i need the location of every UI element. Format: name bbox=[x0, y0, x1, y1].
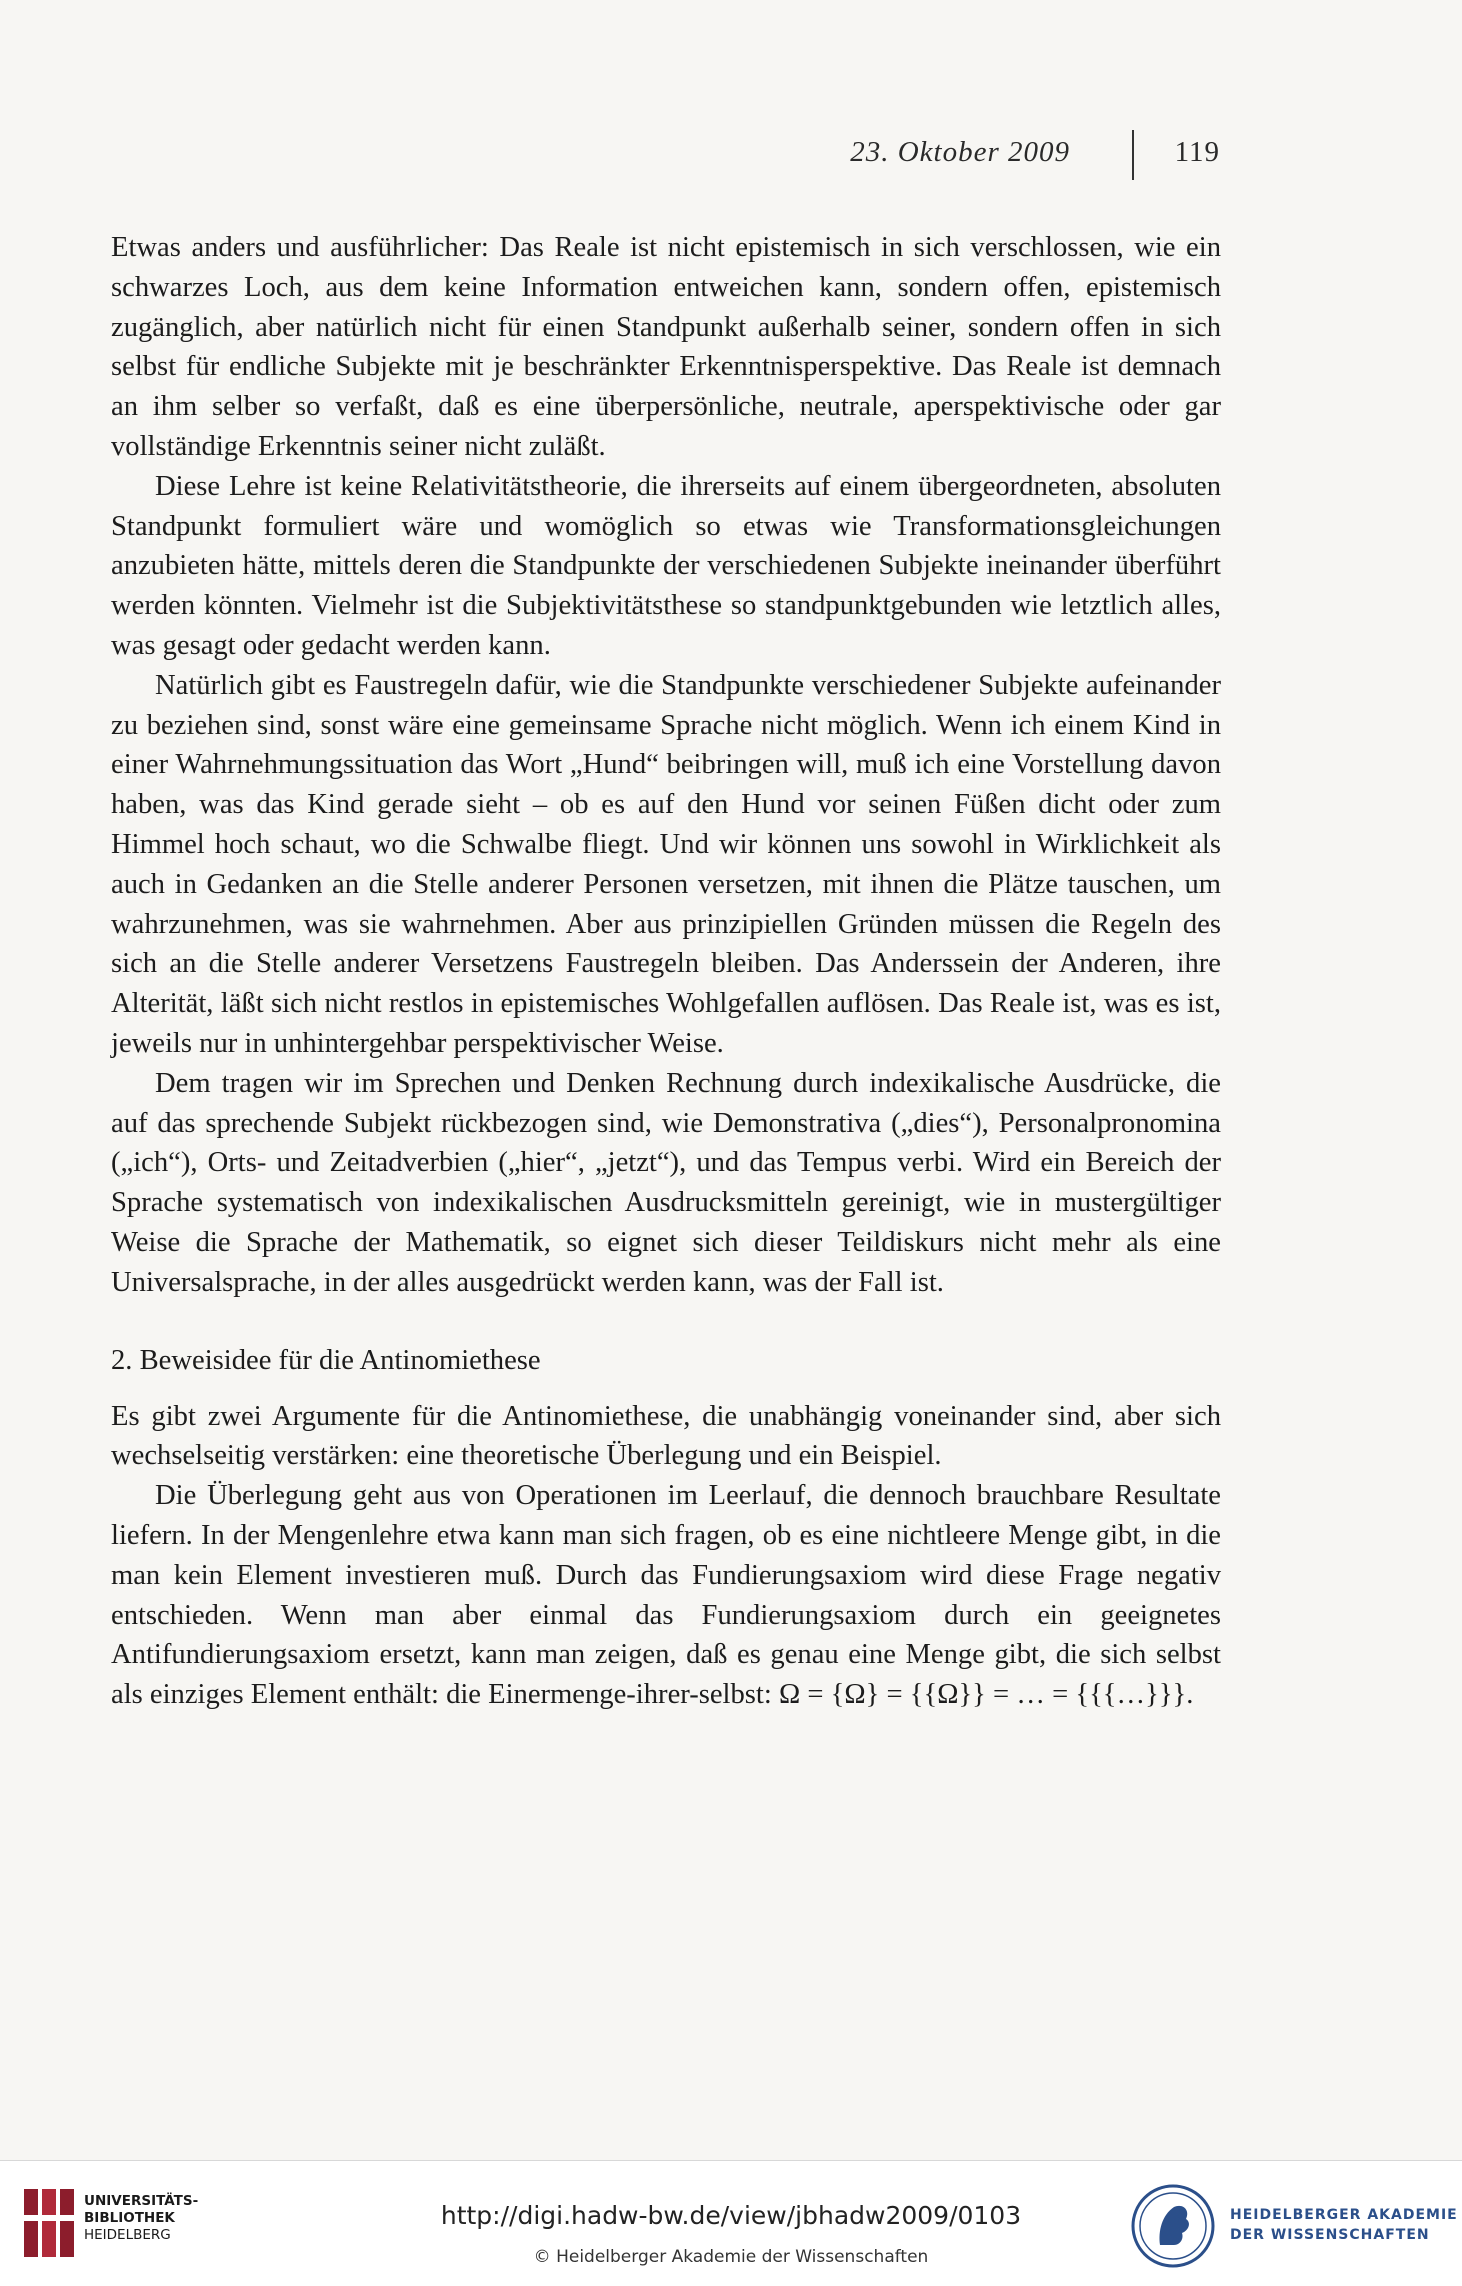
header-divider bbox=[1132, 130, 1134, 180]
paragraph: Diese Lehre ist keine Relativitätstheorie, die ihrerseits auf einem übergeordneten, absoluten Standpunkt formuliert wäre und womöglich so etwas wie Transformationsgleichungen anzubieten hätte, mittels deren die Standpunkte der verschiedenen Subjekte ineinander überführt werden könnten. Vielmehr ist die Subjektivitätsthese so standpunktgebunden wie letztlich alles, was gesagt oder gedacht werden kann. bbox=[111, 470, 1221, 661]
source-url-link[interactable]: http://digi.hadw-bw.de/view/jbhadw2009/0103 bbox=[440, 2201, 1022, 2230]
paragraph: Etwas anders und ausführlicher: Das Reale ist nicht epistemisch in sich verschlossen, wie ein schwarzes Loch, aus dem keine Information entweichen kann, sondern offen, epistemisch zugänglich, aber natürlich nicht für einen Standpunkt außerhalb seiner, sondern offen in sich selbst für endliche Subjekte mit je beschränkter Erkenntnisperspektive. Das Reale ist demnach an ihm selber so verfaßt, daß es eine überpersönliche, neutrale, aperspektivische oder gar vollständige Erkenntnis seiner nicht zuläßt. bbox=[111, 232, 1221, 462]
academy-seal-icon bbox=[1130, 2183, 1216, 2269]
academy-name: HEIDELBERGER AKADEMIE DER WISSENSCHAFTEN bbox=[1230, 2207, 1458, 2243]
body-text bbox=[111, 228, 1221, 1715]
copyright-notice: © Heidelberger Akademie der Wissenschaften bbox=[533, 2247, 929, 2267]
running-header bbox=[840, 130, 1220, 180]
paragraph: Es gibt zwei Argumente für die Antinomiethese, die unabhängig voneinander sind, aber sich wechselseitig verstärken: eine theoretische Überlegung und ein Beispiel. bbox=[111, 1400, 1221, 1472]
paragraph: Natürlich gibt es Faustregeln dafür, wie die Standpunkte verschiedener Subjekte aufeinander zu beziehen sind, sonst wäre eine gemeinsame Sprache nicht möglich. Wenn ich einem Kind in einer Wahrnehmungssituation das Wort „Hund“ beibringen will, muß ich eine Vorstellung davon haben, was das Kind gerade sieht – ob es auf den Hund vor seinen Füßen dicht oder zum Himmel hoch schaut, wo die Schwalbe fliegt. Und wir können uns sowohl in Wirklichkeit als auch in Gedanken an die Stelle anderer Personen versetzen, mit ihnen die Plätze tauschen, um wahrzunehmen, was sie wahrnehmen. Aber aus prinzipiellen Gründen müssen die Regeln des sich an die Stelle anderer Versetzens Faustregeln bleiben. Das Anderssein der Anderen, ihre Alterität, läßt sich nicht restlos in epistemisches Wohlgefallen auflösen. Das Reale ist, was es ist, jeweils nur in unhintergehbar perspektivischer Weise. bbox=[111, 669, 1221, 1059]
digitization-footer bbox=[0, 2160, 1462, 2286]
paragraph: Die Überlegung geht aus von Operationen im Leerlauf, die dennoch brauchbare Resultate liefern. In der Mengenlehre etwa kann man sich fragen, ob es eine nichtleere Menge gibt, in die man kein Element investieren muß. Durch das Fundierungsaxiom wird diese Frage negativ entschieden. Wenn man aber einmal das Fundierungsaxiom durch ein geeignetes Antifundierungsaxiom ersetzt, kann man zeigen, daß es genau eine Menge gibt, die sich selbst als einziges Element enthält: die Einermenge-ihrer-selbst: Ω = {Ω} = {{Ω}} = … = {{{…}}}. bbox=[111, 1480, 1221, 1711]
section-heading: 2. Beweisidee für die Antinomiethese bbox=[111, 1344, 541, 1376]
university-library-name: UNIVERSITÄTS- BIBLIOTHEK HEIDELBERG bbox=[84, 2193, 199, 2243]
paragraph: Dem tragen wir im Sprechen und Denken Rechnung durch indexikalische Ausdrücke, die auf das sprechende Subjekt rückbezogen sind, wie Demonstrativa („dies“), Personalpronomina („ich“), Orts- und Zeitadverbien („hier“, „jetzt“), und das Tempus verbi. Wird ein Bereich der Sprache systematisch von indexikalischen Ausdrucksmitteln gereinigt, wie in mustergültiger Weise die Sprache der Mathematik, so eignet sich dieser Teildiskurs nicht mehr als eine Universalsprache, in der alles ausgedrückt werden kann, was der Fall ist. bbox=[111, 1067, 1221, 1298]
header-date: 23. Oktober 2009 bbox=[850, 136, 1070, 168]
page-number: 119 bbox=[1174, 136, 1220, 168]
